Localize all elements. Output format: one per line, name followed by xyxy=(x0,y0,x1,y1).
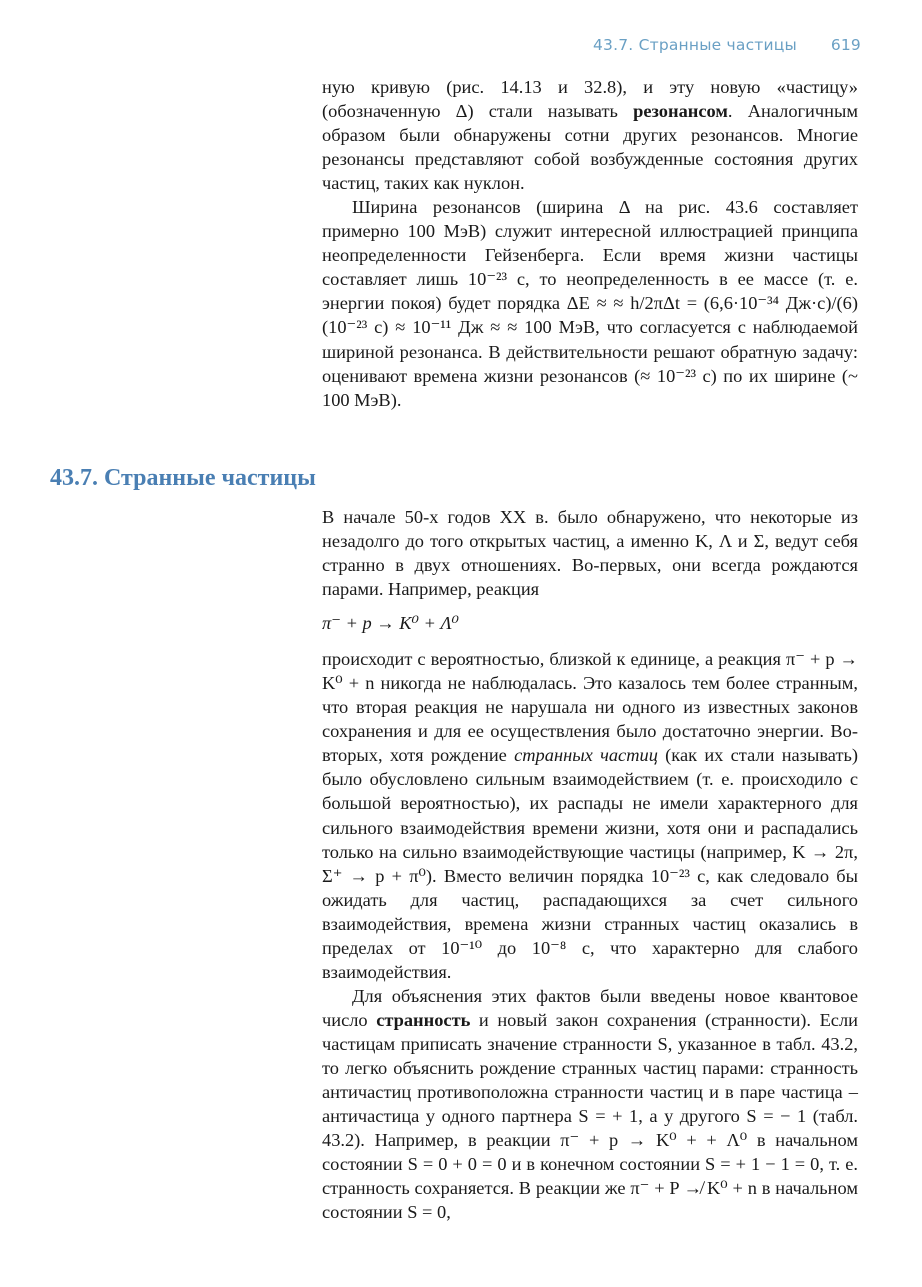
paragraph-4-text-a: происходит с вероятностью, близкой к единице, а реакция π⁻ + p → K⁰ + n никогда не наблюдалась. Это казалось тем более странным, что вторая реакция не нарушала ни одного из известных законов сохранения и для ее осуществления было достаточно энергии. Во-вторых, хотя рождение xyxy=(322,649,858,766)
paragraph-3: В начале 50-х годов XX в. было обнаружено, что некоторые из незадолго до того открытых частиц, а именно K, Λ и Σ, ведут себя странно в двух отношениях. Во-первых, они всегда рождаются парами. Например, реакция xyxy=(322,507,858,600)
section-body xyxy=(322,505,858,1224)
paragraph-4 xyxy=(322,647,858,984)
paragraph-1-text: ную кривую (рис. 14.13 и 32.8), и эту новую «частицу» (обозначенную Δ) стали называть xyxy=(322,77,858,122)
paragraph-1-end: . Аналогичным образом были обнаружены сотни других резонансов. Многие резонансы представляют собой возбужденные состояния других частиц, таких как нуклон. xyxy=(322,101,858,194)
running-header xyxy=(593,36,861,54)
section-heading: 43.7. Странные частицы xyxy=(50,465,316,491)
paragraph-1 xyxy=(322,75,858,195)
term-strange-particles: странных частиц xyxy=(514,745,658,766)
paragraph-5-text-b: и новый закон сохранения (странности). Если частицам приписать значение странности S, указанное в табл. 43.2, то легко объяснить рождение странных частиц парами: странность античастиц противоположна странности частиц и в паре частица – античастица у одного партнера S = + 1, а у другого S = − 1 (табл. 43.2). Например, в реакции π⁻ + p → K⁰ + + Λ⁰ в начальном состоянии S = 0 + 0 = 0 и в конечном состоянии S = + 1 − 1 = 0, т. е. странность сохраняется. В реакции же π⁻ + P ↛ K⁰ + n в начальном состоянии S = 0, xyxy=(322,1009,858,1223)
page-number: 619 xyxy=(830,36,861,54)
reaction-formula: π⁻ + p → K⁰ + Λ⁰ xyxy=(322,613,460,634)
paragraph-5-text-a: Для объяснения этих фактов были введены новое квантовое число xyxy=(322,985,858,1030)
paragraph-5 xyxy=(322,984,858,1224)
paragraph-2: Ширина резонансов (ширина Δ на рис. 43.6 составляет примерно 100 МэВ) служит интересной иллюстрацией принципа неопределенности Гейзенберга. Если время жизни частицы составляет лишь 10⁻²³ с, то неопределенность в ее массе (т. е. энергии покоя) будет порядка ΔE ≈ ≈ h/2πΔt = (6,6·10⁻³⁴ Дж·с)/(6)(10⁻²³ с) ≈ 10⁻¹¹ Дж ≈ ≈ 100 МэВ, что согласуется с наблюдаемой шириной резонанса. В действительности решают обратную задачу: оценивают времена жизни резонансов (≈ 10⁻²³ с) по их ширине (~ 100 МэВ). xyxy=(322,197,858,410)
term-resonance: резонансом xyxy=(633,101,728,122)
term-strangeness: странность xyxy=(376,1009,471,1030)
paragraph-4-text-b: (как их стали называть) было обусловлено сильным взаимодействием (т. е. происходило с большой вероятностью), их распады не имели характерного для сильного взаимодействия времени жизни, хотя они и распадались только на сильно взаимодействующие частицы (например, K → 2π, Σ⁺ → p + π⁰). Вместо величин порядка 10⁻²³ с, как следовало бы ожидать для частиц, распадающихся за счет сильного взаимодействия, времена жизни странных частиц оказались в пределах от 10⁻¹⁰ до 10⁻⁸ с, что характерно для слабого взаимодействия. xyxy=(322,745,858,982)
continued-text-block xyxy=(322,75,858,412)
running-title: 43.7. Странные частицы xyxy=(593,36,797,54)
